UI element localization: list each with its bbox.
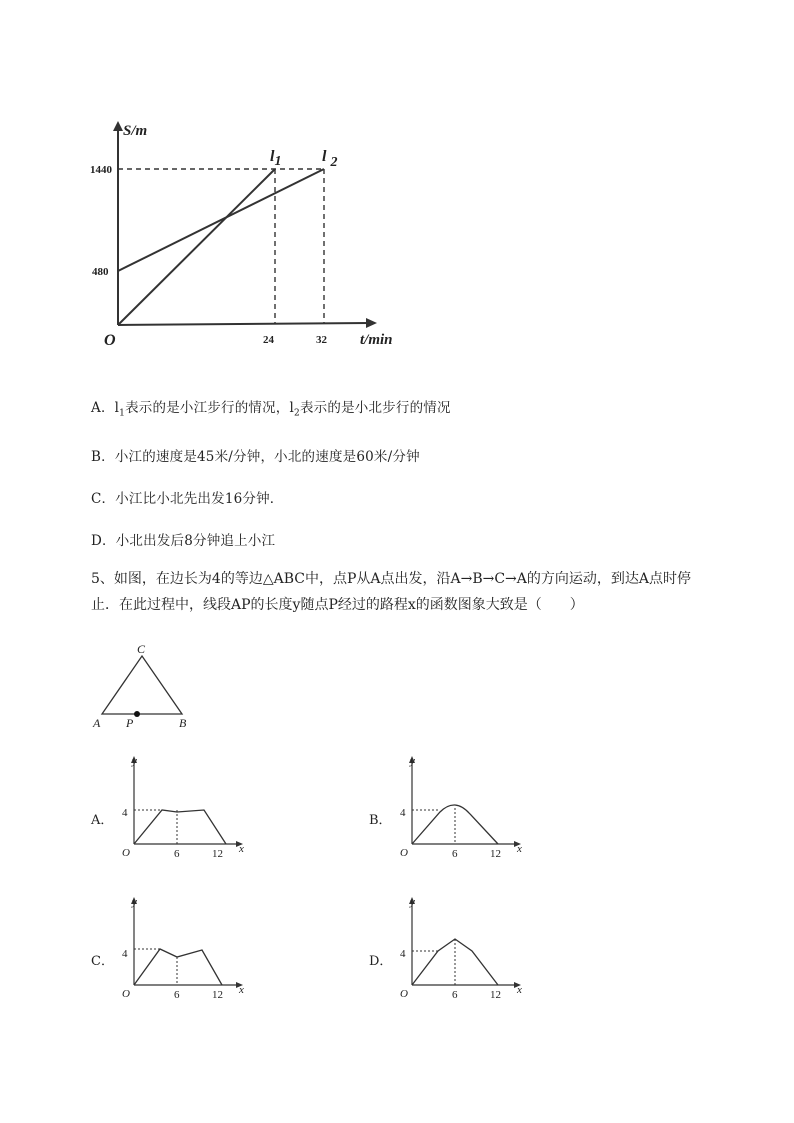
svg-text:x: x — [517, 984, 522, 996]
svg-text:4: 4 — [400, 948, 406, 960]
graph-a — [112, 752, 252, 862]
origin-label: O — [104, 332, 116, 349]
line-l1 — [118, 169, 275, 325]
graph-d — [390, 893, 530, 1003]
vertex-b: B — [179, 716, 187, 730]
svg-text:12: 12 — [490, 848, 501, 860]
svg-text:y: y — [410, 755, 415, 767]
svg-text:6: 6 — [174, 848, 180, 860]
option-b: B．小江的速度是45米/分钟，小北的速度是60米/分钟 — [91, 449, 420, 465]
svg-text:O: O — [122, 988, 130, 1000]
svg-text:y: y — [132, 755, 137, 767]
svg-text:y: y — [132, 896, 137, 908]
x-axis — [118, 323, 370, 325]
option-c: C．小江比小北先出发16分钟． — [91, 491, 284, 507]
distance-time-chart — [90, 115, 420, 355]
x-tick-32: 32 — [316, 334, 327, 346]
svg-text:4: 4 — [122, 948, 128, 960]
question-5-line1: 5、如图，在边长为4的等边△ABC中，点P从A点出发，沿A→B→C→A的方向运动，到达A点时停 — [91, 571, 692, 587]
svg-text:4: 4 — [122, 807, 128, 819]
x-axis-arrow — [366, 318, 377, 328]
graph-c-label: C． — [91, 954, 114, 969]
question-5-line2: 止．在此过程中，线段AP的长度y随点P经过的路程x的函数图象大致是（ ） — [91, 597, 584, 613]
svg-text:O: O — [400, 988, 408, 1000]
y-axis-label: S/m — [123, 123, 148, 139]
line-l2 — [118, 169, 324, 271]
svg-text:y: y — [410, 896, 415, 908]
svg-text:6: 6 — [452, 848, 458, 860]
svg-text:6: 6 — [174, 989, 180, 1001]
svg-text:12: 12 — [212, 848, 223, 860]
point-p-label: P — [126, 716, 134, 730]
graph-d-label: D． — [369, 954, 393, 969]
triangle-figure — [90, 638, 200, 733]
svg-text:x: x — [239, 843, 244, 855]
l1-label: l1 — [270, 148, 282, 169]
option-d: D．小北出发后8分钟追上小江 — [91, 533, 276, 549]
svg-text:O: O — [400, 847, 408, 859]
graph-b-label: B． — [369, 813, 392, 828]
option-a: A．$l_1$表示的是小江步行的情况，$l_2$表示的是小北步行的情况 — [91, 400, 451, 419]
vertex-a: A — [93, 716, 101, 730]
svg-text:12: 12 — [490, 989, 501, 1001]
l2-label: l 2 — [322, 148, 338, 170]
graph-c — [112, 893, 252, 1003]
vertex-c: C — [137, 642, 146, 656]
graph-b — [390, 752, 530, 862]
x-tick-24: 24 — [263, 334, 274, 346]
y-axis-arrow — [113, 121, 123, 131]
svg-text:x: x — [239, 984, 244, 996]
y-tick-480: 480 — [92, 266, 109, 278]
svg-text:x: x — [517, 843, 522, 855]
svg-text:4: 4 — [400, 807, 406, 819]
x-axis-label: t/min — [360, 332, 393, 348]
point-p — [134, 711, 140, 717]
svg-text:O: O — [122, 847, 130, 859]
svg-text:12: 12 — [212, 989, 223, 1001]
y-tick-1440: 1440 — [90, 164, 112, 176]
svg-text:6: 6 — [452, 989, 458, 1001]
graph-a-label: A． — [91, 813, 114, 828]
